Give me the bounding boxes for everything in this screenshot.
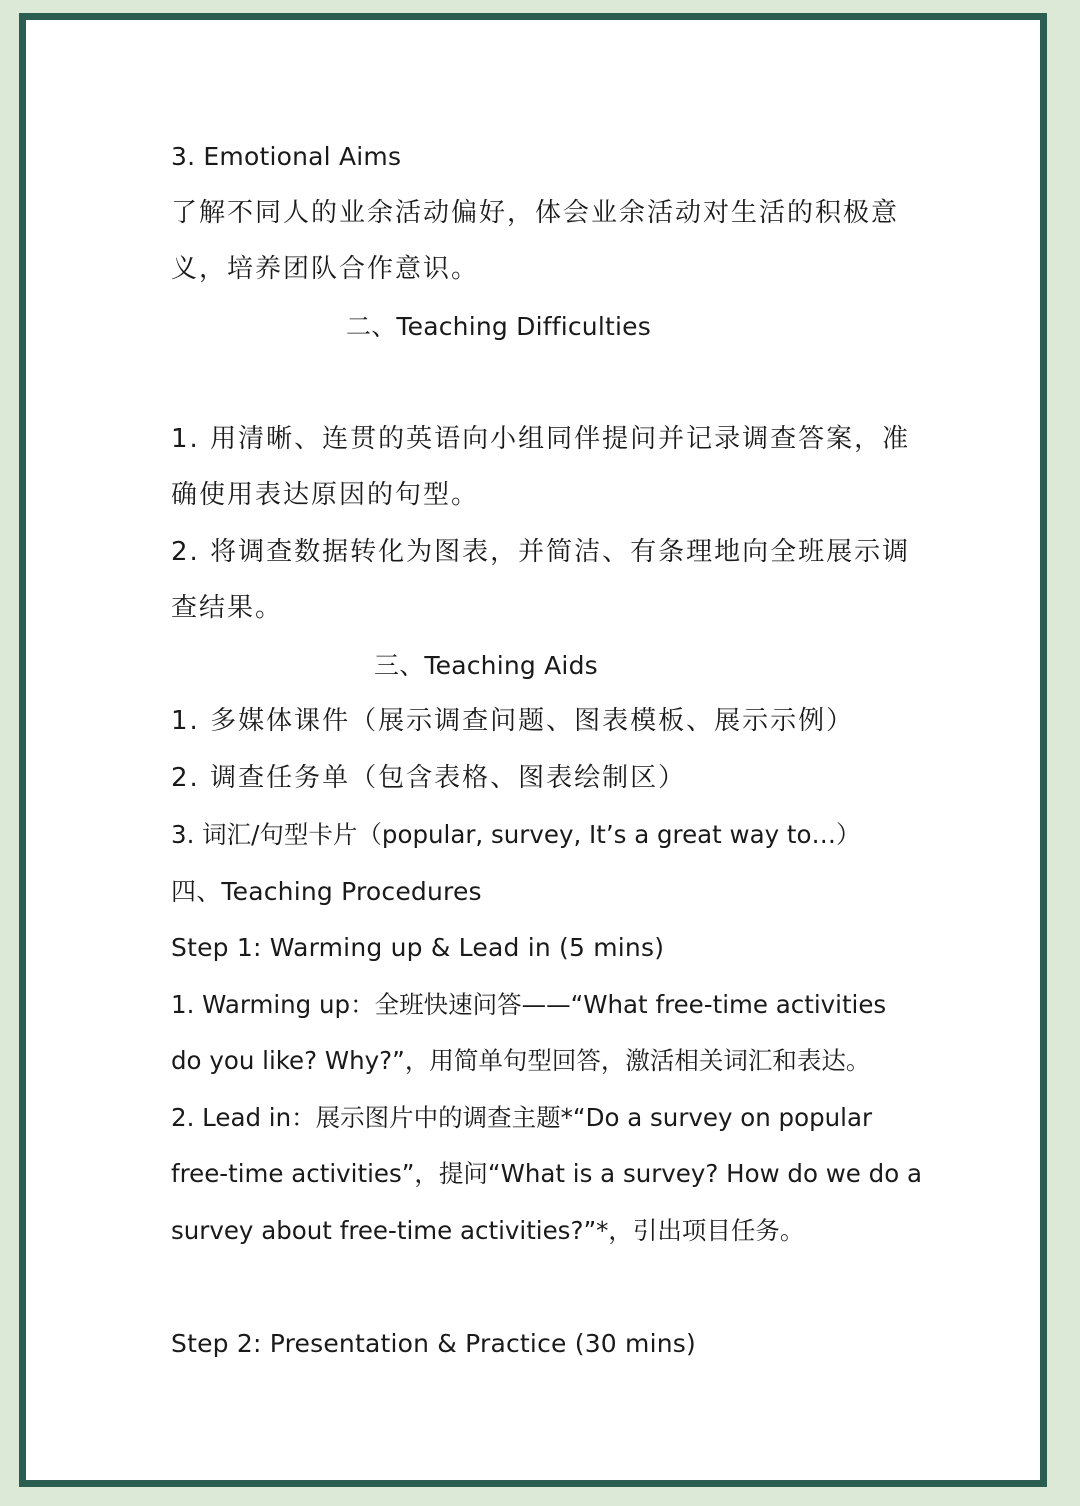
heading-emotional-aims: 3. Emotional Aims xyxy=(171,142,402,171)
list-item: 2. 将调查数据转化为图表，并简洁、有条理地向全班展示调 xyxy=(171,537,911,567)
paragraph-line: 1. Warming up：全班快速问答——“What free-time activities xyxy=(171,990,887,1019)
paragraph-line: 了解不同人的业余活动偏好，体会业余活动对生活的积极意 xyxy=(171,198,900,228)
paragraph-line: 2. Lead in：展示图片中的调查主题*“Do a survey on popular xyxy=(171,1103,873,1132)
paragraph-line: free-time activities”，提问“What is a survey? How do we do a xyxy=(171,1159,922,1188)
paragraph-line: survey about free-time activities?”*，引出项目任务。 xyxy=(171,1216,805,1245)
list-item: 1. 多媒体课件（展示调查问题、图表模板、展示示例） xyxy=(171,706,855,736)
step-heading: Step 1: Warming up & Lead in (5 mins) xyxy=(171,933,665,962)
step-heading: Step 2: Presentation & Practice (30 mins) xyxy=(171,1329,696,1358)
heading-teaching-difficulties: 二、Teaching Difficulties xyxy=(346,312,651,341)
list-item: 2. 调查任务单（包含表格、图表绘制区） xyxy=(171,763,687,793)
document-page xyxy=(19,13,1047,1487)
list-item: 3. 词汇/句型卡片（popular, survey, It’s a great way to…） xyxy=(171,820,861,849)
heading-teaching-procedures: 四、Teaching Procedures xyxy=(171,877,482,906)
paragraph-line: 义，培养团队合作意识。 xyxy=(171,254,480,284)
paragraph-line: do you like? Why?”，用简单句型回答，激活相关词汇和表达。 xyxy=(171,1046,871,1075)
list-item-continuation: 查结果。 xyxy=(171,593,284,623)
heading-teaching-aids: 三、Teaching Aids xyxy=(374,651,598,680)
list-item: 1. 用清晰、连贯的英语向小组同伴提问并记录调查答案，准 xyxy=(171,424,911,454)
list-item-continuation: 确使用表达原因的句型。 xyxy=(171,480,480,510)
